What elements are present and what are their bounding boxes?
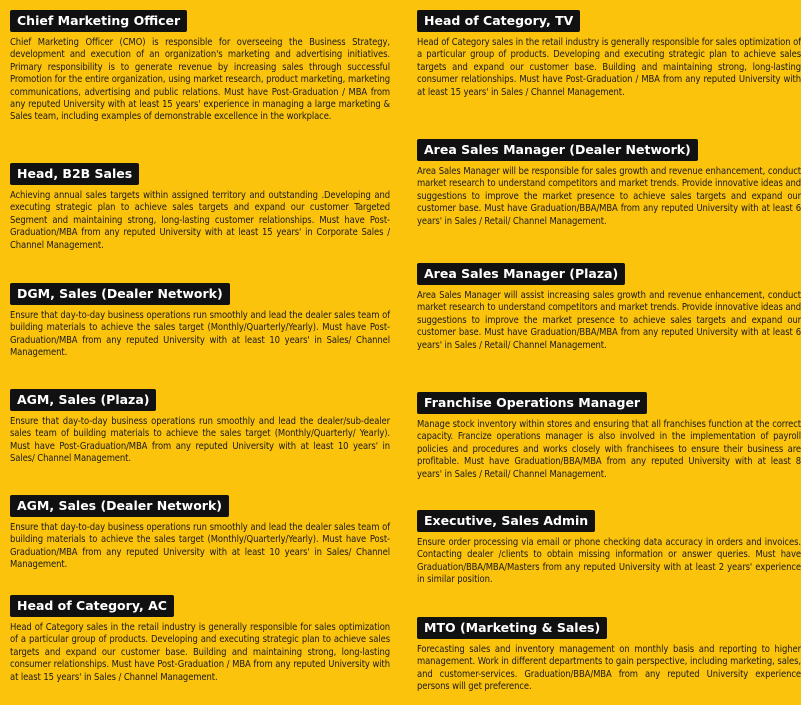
job-title: Executive, Sales Admin: [417, 510, 595, 532]
job-description: Manage stock inventory within stores and ensuring that all franchises function at the correct capacity. Francize operations manager is also involved in the implementation of payroll policies and procedures and works closely with franchisees to ensure their business are profitable. Must have Graduation/BBA/MBA from any reputed University with at least 8 years' in Sales / Retail/ Channel Management.: [417, 419, 801, 480]
job-description: Forecasting sales and inventory management on monthly basis and reporting to higher management. Work in different departments to gain perspective, including marketing, sales, and customer-services. Graduation/BBA/MBA from any reputed University experience persons will get preference.: [417, 644, 801, 693]
job-title: AGM, Sales (Plaza): [10, 389, 156, 411]
job-description: Ensure that day-to-day business operations run smoothly and lead the dealer/sub-dealer sales team of building materials to achieve the sales target (Monthly/Quarterly/ Yearly). Must have Post-Graduation/MBA from any reputed University with at least 10 years' in Sales/ Channel Management.: [10, 416, 390, 465]
job-title: Franchise Operations Manager: [417, 392, 647, 414]
job-description: Achieving annual sales targets within assigned territory and outstanding .Developing and executing strategic plan to achieve sales targets and expand our customer Targeted Segment and maintaining strong, long-lasting customer relationships. Must have Post-Graduation/MBA from any reputed University with at least 15 years' in Corporate Sales / Channel Management.: [10, 190, 390, 251]
job-description: Head of Category sales in the retail industry is generally responsible for sales optimization of a particular group of products. Developing and executing strategic plan to achieve sales targets and expand our customer base. Building and maintaining strong, long-lasting consumer relationships. Must have Post-Graduation / MBA from any reputed University with at least 15 years' in Sales / Channel Management.: [10, 622, 390, 683]
job-title: DGM, Sales (Dealer Network): [10, 283, 230, 305]
job-title: Head of Category, TV: [417, 10, 580, 32]
job-head-of-category-ac: [10, 595, 390, 684]
job-head-b2b-sales: [10, 163, 390, 252]
job-mto-marketing-sales: [417, 617, 801, 694]
job-area-sales-manager-dealer-network: [417, 139, 801, 228]
job-description: Head of Category sales in the retail industry is generally responsible for sales optimization of a particular group of products. Developing and executing strategic plan to achieve sales targets and expand our customer base. Building and maintaining strong, long-lasting consumer relationships. Must have Post-Graduation / MBA from any reputed University with at least 15 years' in Sales / Channel Management.: [417, 37, 801, 98]
job-area-sales-manager-plaza: [417, 263, 801, 352]
job-agm-sales-dealer-network: [10, 495, 390, 572]
job-description: Chief Marketing Officer (CMO) is responsible for overseeing the Business Strategy, development and execution of an organization's marketing and advertising initiatives. Primary responsibility is to generate revenue by increasing sales through successful Promotion for the entire organization, using market research, product marketing, marketing communications, advertising and public relations. Must have Post-Graduation / MBA from any reputed University with at least 15 years' experience in managing a large marketing & Sales team, including examples of demonstrable excellence in the workplace.: [10, 37, 390, 123]
job-executive-sales-admin: [417, 510, 801, 587]
job-franchise-operations-manager: [417, 392, 801, 481]
job-title: Area Sales Manager (Dealer Network): [417, 139, 698, 161]
job-title: Head, B2B Sales: [10, 163, 139, 185]
job-description: Area Sales Manager will assist increasing sales growth and revenue enhancement, conduct market research to understand competitors and market trends. Provide innovative ideas and suggestions to improve the market presence to achieve sales targets and expand our customer base. Must have Graduation/BBA/MBA from any reputed University with at least 6 years' in Sales / Retail/ Channel Management.: [417, 290, 801, 351]
job-title: Chief Marketing Officer: [10, 10, 187, 32]
job-title: Area Sales Manager (Plaza): [417, 263, 625, 285]
job-title: AGM, Sales (Dealer Network): [10, 495, 229, 517]
job-description: Area Sales Manager will be responsible for sales growth and revenue enhancement, conduct market research to understand competitors and market trends. Provide innovative ideas and suggestions to improve the market presence to achieve sales targets and expand our customer base. Must have Graduation/BBA/MBA from any reputed University with at least 6 years' in Sales / Retail/ Channel Management.: [417, 166, 801, 227]
job-title: Head of Category, AC: [10, 595, 174, 617]
job-agm-sales-plaza: [10, 389, 390, 466]
job-description: Ensure that day-to-day business operations run smoothly and lead the dealer sales team of building materials to achieve the sales target (Monthly/Quarterly/Yearly). Must have Post-Graduation/MBA from any reputed University with at least 10 years' in Sales/ Channel Management.: [10, 522, 390, 571]
job-dgm-sales-dealer-network: [10, 283, 390, 360]
job-title: MTO (Marketing & Sales): [417, 617, 607, 639]
job-description: Ensure order processing via email or phone checking data accuracy in orders and invoices. Contacting dealer /clients to obtain missing information or answer queries. Must have Graduation/BBA/MBA/Masters from any reputed University with at least 2 years' experience in similar position.: [417, 537, 801, 586]
job-chief-marketing-officer: [10, 10, 390, 124]
job-head-of-category-tv: [417, 10, 801, 99]
job-description: Ensure that day-to-day business operations run smoothly and lead the dealer sales team of building materials to achieve the sales target (Monthly/Quarterly/Yearly). Must have Post-Graduation/MBA from any reputed University with at least 10 years' in Sales/ Channel Management.: [10, 310, 390, 359]
